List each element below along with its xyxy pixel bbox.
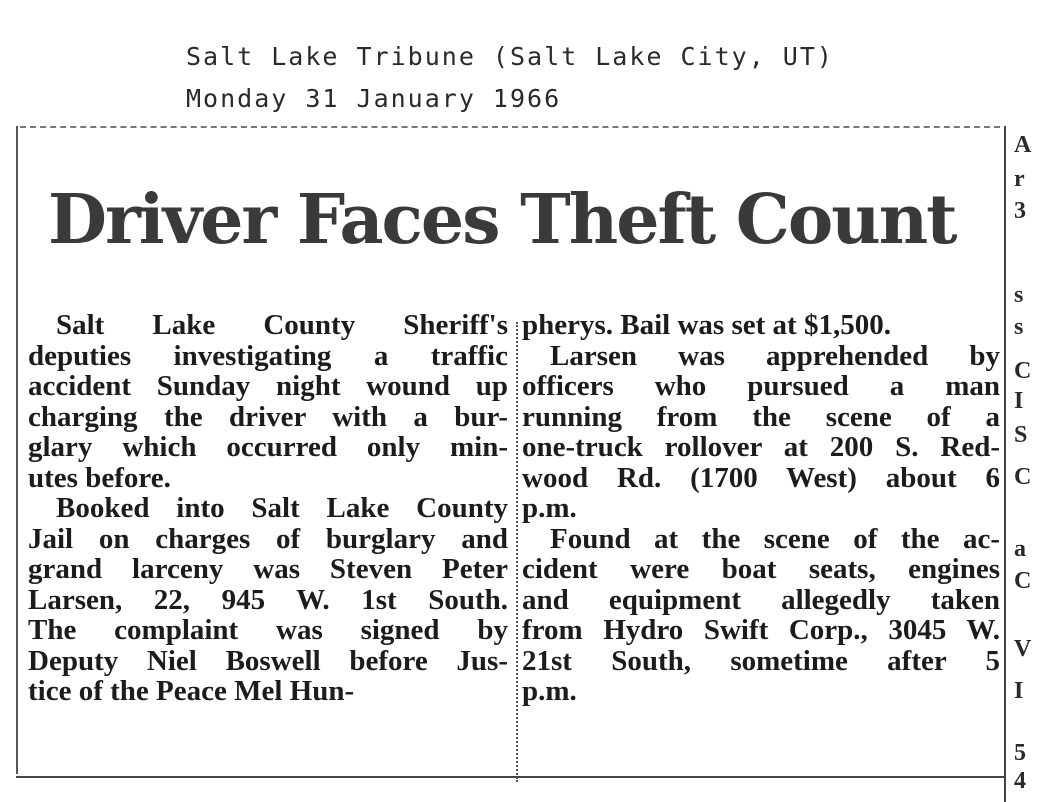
edge-fragment: C xyxy=(1014,568,1032,594)
edge-fragment: C xyxy=(1014,358,1032,384)
article-line: one-truck rollover at 200 S. Red- xyxy=(522,431,1000,463)
edge-fragment: r xyxy=(1014,166,1025,192)
article-line: p.m. xyxy=(522,675,577,707)
article-line: officers who pursued a man xyxy=(522,370,1000,402)
article-line: accident Sunday night wound up xyxy=(28,370,508,402)
article-line: Jail on charges of burglary and xyxy=(28,522,508,555)
article-line: wood Rd. (1700 West) about 6 xyxy=(522,461,1000,494)
article-line: The complaint was signed by xyxy=(28,614,508,646)
edge-fragment: 3 xyxy=(1014,198,1026,224)
article-line: Deputy Niel Boswell before Jus- xyxy=(28,644,508,677)
edge-fragment: a xyxy=(1014,536,1026,562)
article-line: grand larceny was Steven Peter xyxy=(28,553,508,585)
edge-fragment: V xyxy=(1014,636,1032,662)
clipping-top-border xyxy=(20,126,1000,128)
article-line: Salt Lake County Sheriff's xyxy=(56,309,508,341)
article-line: glary which occurred only min- xyxy=(28,431,508,463)
column-divider xyxy=(516,322,518,782)
article-line: Found at the scene of the ac- xyxy=(550,522,1000,555)
article-headline: Driver Faces Theft Count xyxy=(48,180,956,260)
edge-fragment: s xyxy=(1014,282,1024,308)
article-line: 21st South, sometime after 5 xyxy=(522,644,1000,677)
edge-fragment: 5 xyxy=(1014,740,1026,766)
article-line: tice of the Peace Mel Hun- xyxy=(28,675,355,707)
article-line: deputies investigating a traffic xyxy=(28,339,508,372)
article-line: charging the driver with a bur- xyxy=(28,400,508,433)
article-line: Larsen was apprehended by xyxy=(550,339,1000,372)
edge-fragment: s xyxy=(1014,314,1024,340)
article-line: cident were boat seats, engines xyxy=(522,553,1000,585)
article-line: from Hydro Swift Corp., 3045 W. xyxy=(522,614,1000,646)
article-line: running from the scene of a xyxy=(522,400,1000,433)
edge-fragment: S xyxy=(1014,422,1028,448)
edge-fragment: I xyxy=(1014,678,1024,704)
source-date: Monday 31 January 1966 xyxy=(186,84,562,113)
source-publication: Salt Lake Tribune (Salt Lake City, UT) xyxy=(186,42,834,71)
clipping-right-border xyxy=(1004,126,1006,802)
article-line: Larsen, 22, 945 W. 1st South. xyxy=(28,583,508,616)
edge-fragment: I xyxy=(1014,388,1024,414)
article-line: and equipment allegedly taken xyxy=(522,583,1000,616)
article-line: Booked into Salt Lake County xyxy=(56,492,508,524)
article-column-left xyxy=(28,310,508,707)
edge-fragment: A xyxy=(1014,132,1032,158)
clipping-bottom-border xyxy=(16,776,1006,778)
article-line: pherys. Bail was set at $1,500. xyxy=(522,309,891,341)
article-line: p.m. xyxy=(522,492,577,524)
clipping-left-border xyxy=(16,126,18,774)
newspaper-clipping xyxy=(16,126,1032,802)
edge-fragment: C xyxy=(1014,464,1032,490)
article-line: utes before. xyxy=(28,461,171,494)
article-column-right xyxy=(522,310,1000,707)
edge-fragment: 4 xyxy=(1014,768,1026,794)
adjacent-clipping-edge xyxy=(1012,126,1039,802)
